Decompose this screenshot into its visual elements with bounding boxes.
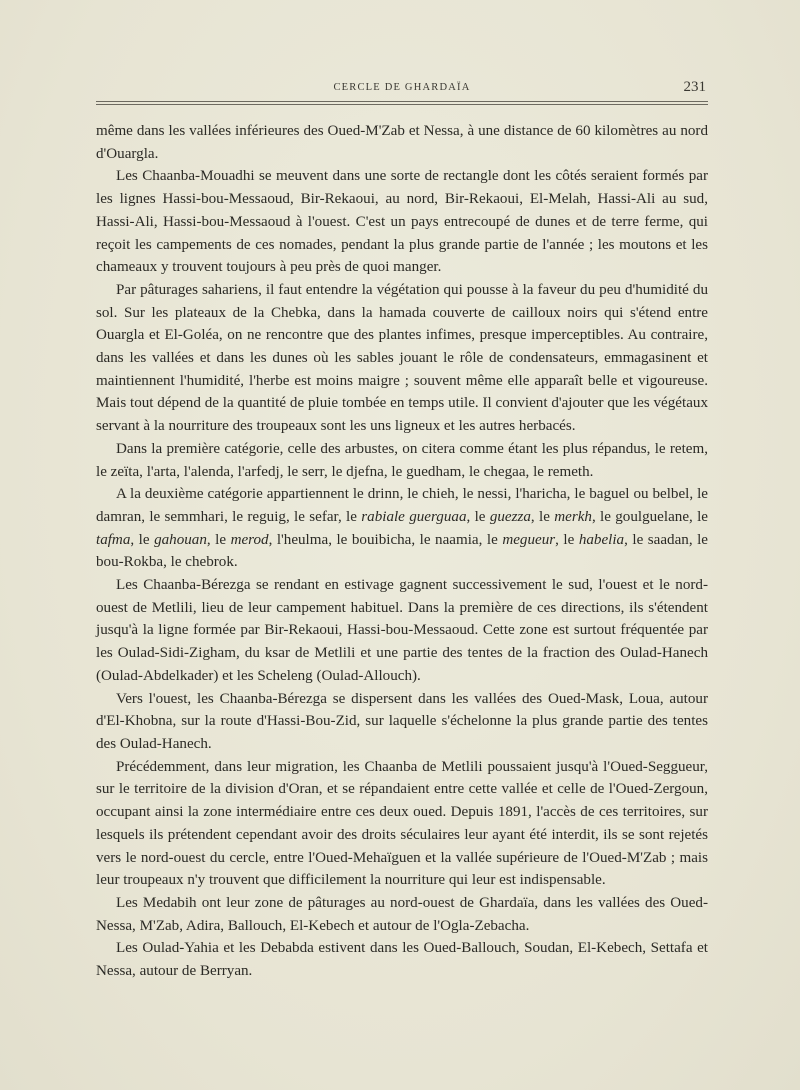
text-segment: , le [555,531,579,548]
paragraph: Vers l'ouest, les Chaanba-Bérezga se dispersent dans les vallées des Oued-Mask, Loua, autour d'El-Khobna, sur la route d'Hassi-Bou-Zid, sur laquelle s'échelonne la plus grande partie des tentes des Oulad-Hanech. [96,690,708,752]
text-segment: , le [206,531,231,548]
text-segment: , le saadan, le bou-Rokba, le chebrok. [96,531,708,571]
italic-term: rabiale guerguaa [361,508,467,525]
page-number: 231 [683,79,706,95]
text-segment: , le goulguelane, le [591,508,709,525]
paragraph: même dans les vallées inférieures des Oued-M'Zab et Nessa, à une distance de 60 kilomètres au nord d'Ouargla. [96,123,708,162]
italic-term: megueur [502,531,556,548]
paragraph: Les Chaanba-Bérezga se rendant en estivage gagnent successivement le sud, l'ouest et le nord-ouest de Metlili, lieu de leur campement habituel. Dans la première de ces directions, ils s'étendent jusqu'à la ligne formée par Bir-Rekaoui, Hassi-bou-Messaoud. Cette zone est surtout fréquentée par les Oulad-Sidi-Zigham, du ksar de Metlili et une partie des tentes de la fraction des Oulad-Hanech (Oulad-Abdelkader) et les Scheleng (Oulad-Allouch). [96,577,708,684]
italic-term: merod [230,531,269,548]
running-title: CERCLE DE GHARDAÏA [333,82,471,93]
text-segment: , le [130,531,155,548]
paragraph-plant-list [96,483,708,574]
text-segment: , l'heulma, le bouibicha, le naamia, le [268,531,503,548]
paragraph: Les Medabih ont leur zone de pâturages au nord-ouest de Ghardaïa, dans les vallées des Oued-Nessa, M'Zab, Adira, Ballouch, El-Kebech et autour de l'Ogla-Zebacha. [96,894,708,934]
paragraph: Par pâturages sahariens, il faut entendre la végétation qui pousse à la faveur du peu d'humidité du sol. Sur les plateaux de la Chebka, dans la hamada couverte de cailloux noirs qui s'étend entre Ouargla et El-Goléa, on ne rencontre que des plantes infimes, presque imperceptibles. Au contraire, dans les vallées et dans les dunes où les sables jouant le rôle de condensateurs, emmagasinent et maintiennent l'humidité, l'herbe est moins maigre ; souvent même elle apparaît belle et vigoureuse. Mais tout dépend de la quantité de pluie tombée en temps utile. Il convient d'ajouter que les végétaux servant à la nourriture des troupeaux sont les uns ligneux et les autres herbacés. [96,281,708,435]
header-rule-thin [96,101,708,102]
paragraph: Dans la première catégorie, celle des arbustes, on citera comme étant les plus répandus, le retem, le zeïta, l'arta, l'alenda, l'arfedj, le serr, le djefna, le guedham, le chegaa, le remeth. [96,440,708,480]
paragraph: Les Chaanba-Mouadhi se meuvent dans une sorte de rectangle dont les côtés seraient formés par les lignes Hassi-bou-Messaoud, Bir-Rekaoui, au nord, Bir-Rekaoui, El-Melah, Hassi-Ali au sud, Hassi-Ali, Hassi-bou-Messaoud à l'ouest. C'est un pays entrecoupé de dunes et de terre ferme, qui reçoit les campements de ces nomades, pendant la plus grande partie de l'année ; les moutons et les chameaux y trouvent toujours à peu près de quoi manger. [96,168,708,276]
italic-term: tafma [96,531,131,548]
body-text [96,120,708,983]
page-header [96,80,708,100]
italic-term: habelia [578,531,625,548]
paragraph: Les Oulad-Yahia et les Debabda estivent dans les Oued-Ballouch, Soudan, El-Kebech, Settafa et Nessa, autour de Berryan. [96,940,708,980]
text-segment: , le [530,508,555,525]
text-segment: , le [466,508,490,525]
text-segment: A la deuxième catégorie appartiennent le drinn, le chieh, le nessi, l'haricha, le baguel ou belbel, le damran, le semmhari, le reguig, le sefar, le [96,486,708,525]
italic-term: merkh [554,508,592,525]
header-rule-thick [96,104,708,105]
paragraph: Précédemment, dans leur migration, les Chaanba de Metlili poussaient jusqu'à l'Oued-Seggueur, sur le territoire de la division d'Oran, et se répandaient entre cette vallée et celle de l'Oued-Zergoun, occupant ainsi la zone intermédiaire entre ces deux oued. Depuis 1891, l'accès de ces territoires, sur lesquels ils prétendent cependant avoir des droits séculaires leur ayant été interdit, ils se sont rejetés vers le nord-ouest du cercle, entre l'Oued-Mehaïguen et la vallée supérieure de l'Oued-M'Zab ; mais leur troupeaux n'y trouvent que difficilement la nourriture qui leur est indispensable. [96,758,708,889]
italic-term: guezza [489,508,531,525]
italic-term: gahouan [154,531,207,548]
